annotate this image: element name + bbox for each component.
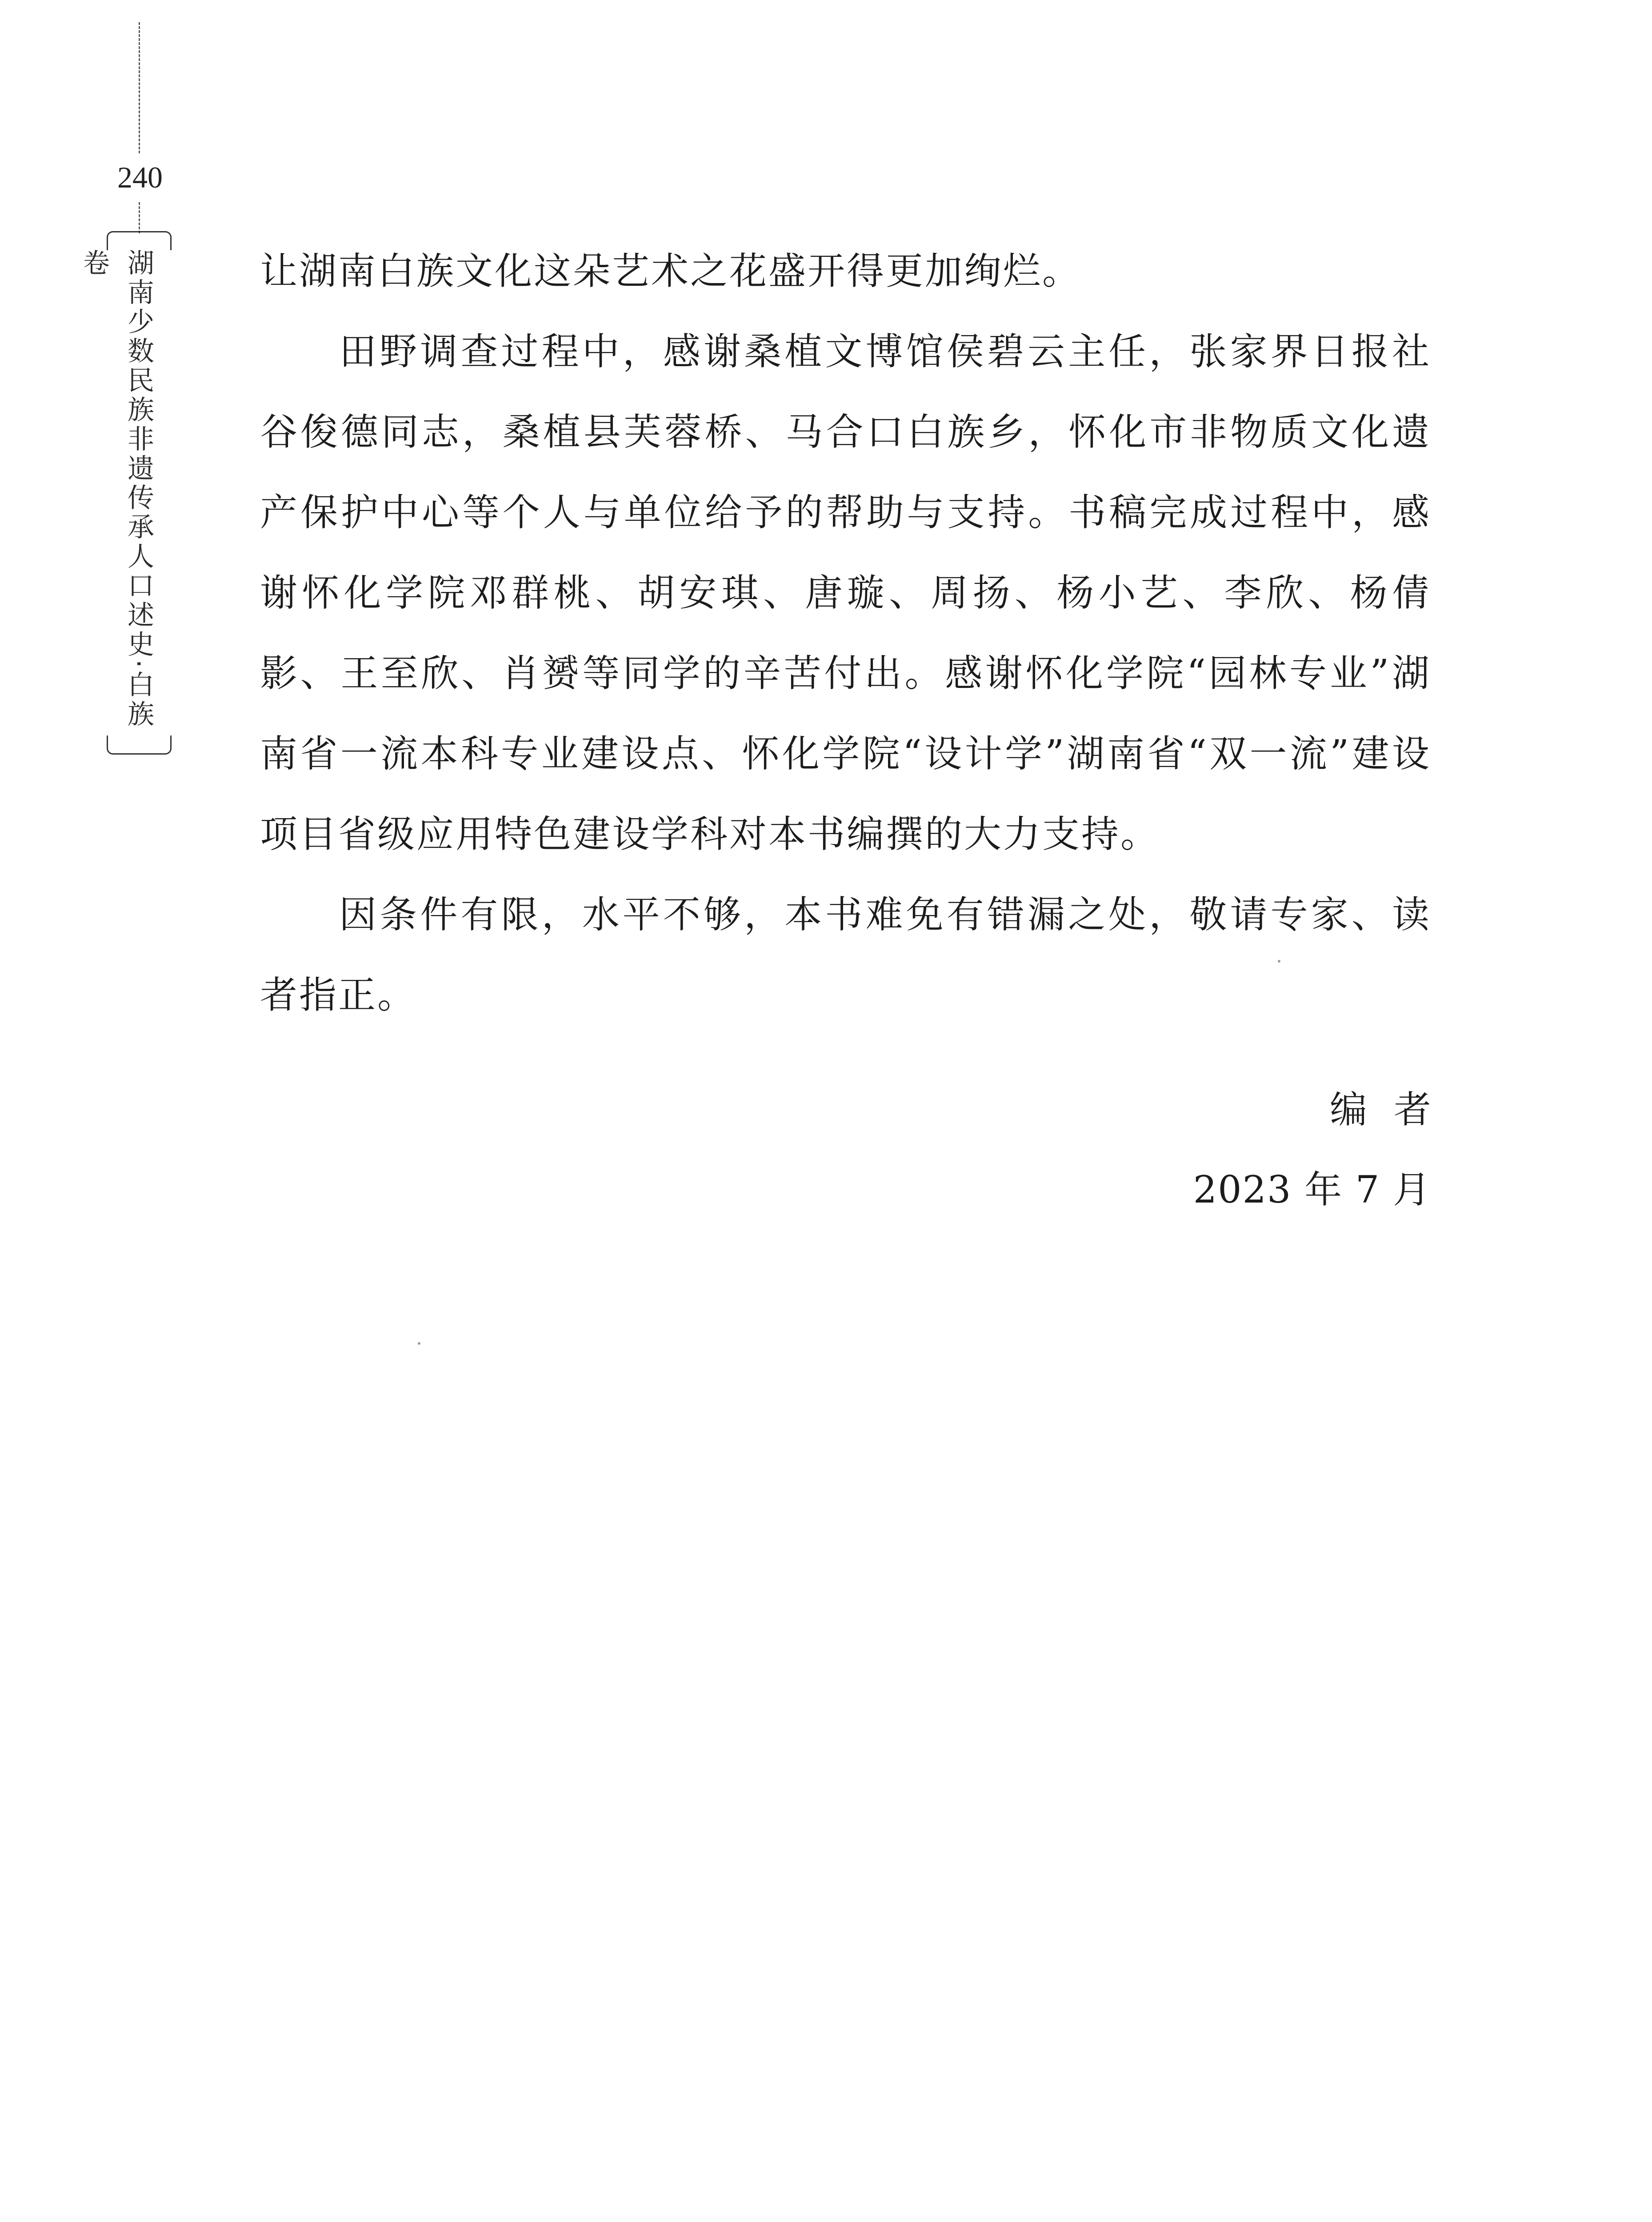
paragraph-continuation: 让湖南白族文化这朵艺术之花盛开得更加绚烂。 [260,249,1082,293]
series-title-bracket-top [107,231,172,250]
paragraph-acknowledgements: 田野调查过程中，感谢桑植文博馆侯碧云主任，张家界日报社谷俊德同志，桑植县芙蓉桥、马合口白族乡，怀化市非物质文化遗产保护中心等个人与单位给予的帮助与支持。书稿完成过程中，感谢怀化学院邓群桃、胡安琪、唐璇、周扬、杨小艺、李欣、杨倩影、王至欣、肖赟等同学的辛苦付出。感谢怀化学院“园林专业”湖南省一流本科专业建设点、怀化学院“设计学”湖南省“双一流”建设项目省级应用特色建设学科对本书编撰的大力支持。 [260,330,1431,856]
scan-speck [1278,960,1280,963]
signature: 编者 [1329,1088,1458,1131]
header-dashed-line-top [139,22,140,153]
body-text [260,231,1431,1035]
header-dashed-line-middle [139,202,140,233]
series-title: 湖南少数民族非遗传承人口述史·白族卷 [79,249,154,730]
series-title-bracket-bottom [107,735,172,755]
paragraph-closing: 因条件有限，水平不够，本书难免有错漏之处，敬请专家、读者指正。 [260,893,1431,1017]
scan-speck [418,1342,420,1345]
page-number: 240 [117,160,163,194]
date: 2023 年 7 月 [1193,1168,1431,1211]
